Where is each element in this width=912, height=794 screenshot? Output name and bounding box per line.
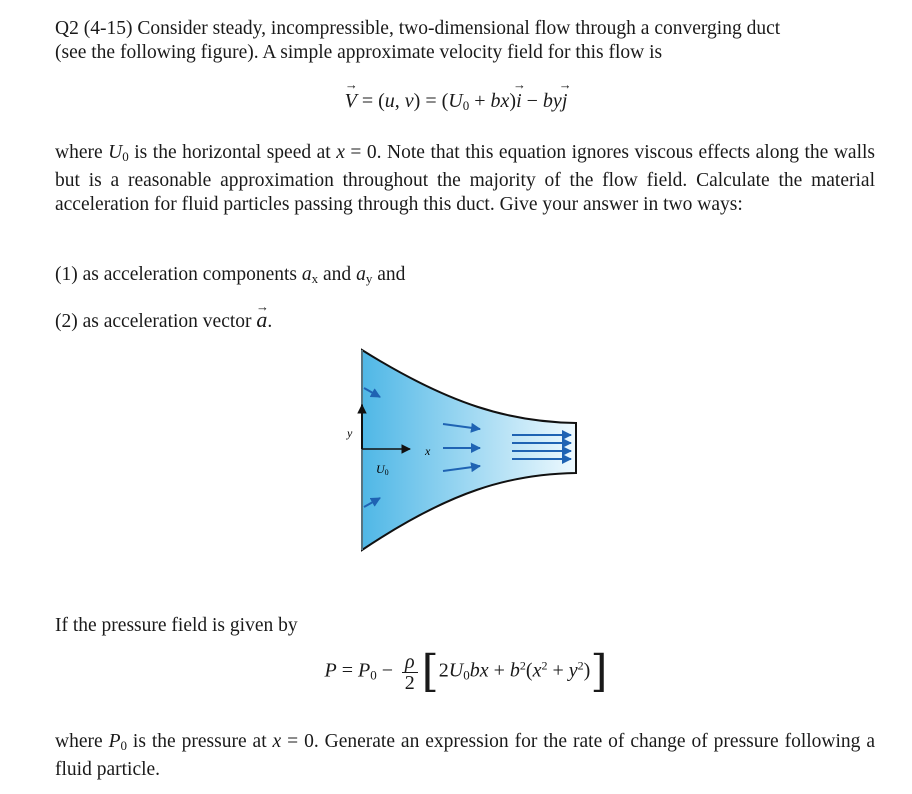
- eq-part: ,: [394, 90, 405, 112]
- velocity-equation: [0, 90, 912, 114]
- subscript: 0: [463, 667, 470, 683]
- j-unit-vector: → j: [562, 90, 568, 113]
- description-paragraph: [55, 141, 875, 217]
- subscript: 0: [120, 738, 127, 753]
- text: and: [318, 264, 357, 285]
- denominator: 2: [404, 671, 415, 694]
- p-symbol: P: [324, 659, 337, 682]
- pressure-intro: If the pressure field is given by: [55, 615, 298, 636]
- superscript: 2: [519, 658, 526, 673]
- x-symbol: x: [336, 142, 345, 163]
- question-text: [55, 17, 875, 65]
- text: = 0. Note that this equation ignores viscous effects along the walls but is a reasonable approximation throughout the majority of the flow field. Calculate the material acceleration for fluid particles passing through this duct. Give your answer in two ways:: [55, 142, 875, 215]
- pressure-equation: [0, 646, 912, 697]
- subscript: 0: [462, 98, 470, 113]
- b-symbol: b: [509, 659, 520, 682]
- text: (1) as acceleration components: [55, 264, 302, 285]
- p0-symbol: P: [358, 659, 371, 682]
- part-1: [55, 263, 875, 291]
- subscript: x: [311, 271, 319, 286]
- eq-part: 2: [438, 659, 449, 682]
- bx-term: bx: [490, 90, 510, 112]
- v-symbol: v: [404, 90, 414, 112]
- x-symbol: x: [272, 731, 282, 752]
- eq-part: −: [521, 90, 543, 112]
- u0-symbol: U: [448, 90, 463, 112]
- text: (2) as acceleration vector: [55, 311, 257, 332]
- subscript: 0: [122, 149, 129, 164]
- eq-part: (: [525, 659, 533, 682]
- eq-part: +: [488, 659, 510, 682]
- eq-part: −: [376, 659, 398, 682]
- rho-symbol: ρ: [402, 652, 418, 673]
- by-term: by: [542, 90, 562, 112]
- superscript: 2: [577, 658, 584, 673]
- u-symbol: u: [384, 90, 395, 112]
- y-symbol: y: [568, 659, 578, 682]
- eq-part: ): [509, 90, 517, 112]
- bx-term: bx: [469, 659, 489, 682]
- u0-label-sub: 0: [384, 468, 389, 477]
- u0-label-text: U: [376, 462, 385, 476]
- eq-part: =: [336, 659, 358, 682]
- left-bracket: [: [421, 646, 439, 697]
- p0-symbol: P: [108, 731, 121, 752]
- u0-symbol: U: [108, 142, 123, 163]
- text: where: [55, 142, 109, 163]
- part-2: [55, 308, 875, 334]
- eq-part: ) = (: [413, 90, 449, 112]
- ax-symbol: a: [301, 264, 312, 285]
- text: is the horizontal speed at: [128, 142, 337, 163]
- text: where: [55, 731, 109, 752]
- u0-symbol: U: [448, 659, 464, 682]
- acceleration-vector-symbol: → a: [256, 308, 267, 332]
- pressure-description: [55, 730, 875, 782]
- right-bracket: ]: [590, 646, 608, 697]
- eq-part: ): [583, 659, 591, 682]
- rho-over-two-fraction: [402, 652, 418, 693]
- subscript: y: [365, 271, 373, 286]
- question-line-1: Q2 (4-15) Consider steady, incompressible, two-dimensional flow through a converging duct: [55, 18, 781, 39]
- text: = 0. Generate an expression for the rate of change of pressure following a fluid particle.: [55, 731, 875, 780]
- eq-part: +: [547, 659, 569, 682]
- y-axis-label: y: [347, 426, 353, 440]
- question-line-2: (see the following figure). A simple approximate velocity field for this flow is: [55, 42, 663, 63]
- eq-part: = (: [356, 90, 385, 112]
- i-unit-vector: → i: [516, 90, 522, 113]
- x-symbol: x: [532, 659, 542, 682]
- velocity-vector-symbol: → V: [345, 90, 357, 113]
- text: .: [267, 311, 273, 332]
- text: is the pressure at: [127, 731, 273, 752]
- superscript: 2: [541, 658, 548, 673]
- ay-symbol: a: [356, 264, 366, 285]
- subscript: 0: [370, 667, 377, 683]
- eq-part: +: [469, 90, 491, 112]
- text: and: [372, 264, 406, 285]
- converging-duct-figure: [340, 345, 585, 555]
- x-axis-label: x: [425, 444, 431, 458]
